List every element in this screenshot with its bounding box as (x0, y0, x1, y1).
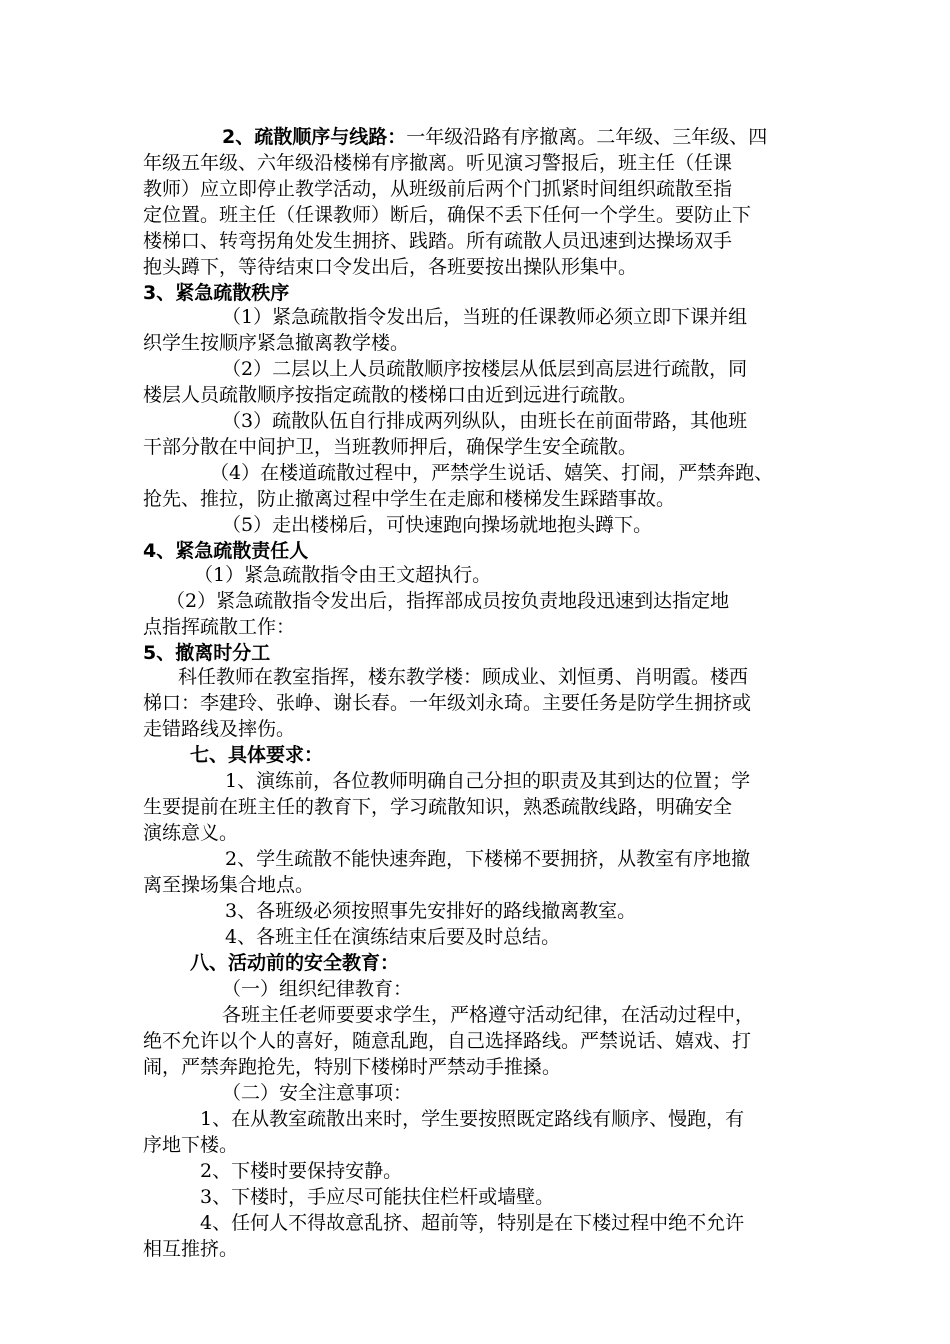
section-2-line: 楼梯口、转弯拐角处发生拥挤、践踏。所有疏散人员迅速到达操场双手 (143, 230, 733, 252)
section-5-line: 科任教师在教室指挥，楼东教学楼：顾成业、刘恒勇、肖明霞。楼西 (178, 666, 749, 688)
section-8-line: 闹，严禁奔跑抢先，特别下楼梯时严禁动手推搡。 (143, 1056, 562, 1078)
section-2-text: 一年级沿路有序撤离。二年级、三年级、四 (406, 126, 768, 148)
section-2-line: 定位置。班主任（任课教师）断后，确保不丢下任何一个学生。要防止下 (143, 204, 752, 226)
section-3-heading: 3、紧急疏散秩序 (143, 282, 290, 304)
section-7-line: 2、学生疏散不能快速奔跑，下楼梯不要拥挤，从教室有序地撤 (225, 848, 751, 870)
section-3-line: （1）紧急疏散指令发出后，当班的任课教师必须立即下课并组 (222, 306, 748, 328)
section-2-label: 2、疏散顺序与线路： (222, 126, 407, 148)
section-5-heading: 5、撤离时分工 (143, 642, 271, 664)
section-4-line: （2）紧急疏散指令发出后，指挥部成员按负责地段迅速到达指定地 (166, 590, 730, 612)
section-3-line: 织学生按顺序紧急撤离教学楼。 (143, 332, 410, 354)
section-5-line: 梯口：李建玲、张峥、谢长春。一年级刘永琦。主要任务是防学生拥挤或 (143, 692, 752, 714)
section-8-line: 3、下楼时，手应尽可能扶住栏杆或墙壁。 (200, 1186, 555, 1208)
section-5-line: 走错路线及摔伤。 (143, 718, 296, 740)
section-2-line: 年级五年级、六年级沿楼梯有序撤离。听见演习警报后，班主任（任课 (143, 152, 733, 174)
section-4-line: 点指挥疏散工作： (143, 616, 296, 638)
section-2-line: 教师）应立即停止教学活动，从班级前后两个门抓紧时间组织疏散至指 (143, 178, 733, 200)
section-4-line: （1）紧急疏散指令由王文超执行。 (194, 564, 492, 586)
section-7-line: 3、各班级必须按照事先安排好的路线撤离教室。 (225, 900, 637, 922)
section-8-line: 2、下楼时要保持安静。 (200, 1160, 403, 1182)
section-3-line: （4）在楼道疏散过程中，严禁学生说话、嬉笑、打闹，严禁奔跑、 (210, 462, 774, 484)
section-8-line: （一）组织纪律教育： (222, 978, 413, 1000)
section-3-line: 干部分散在中间护卫，当班教师押后，确保学生安全疏散。 (143, 436, 638, 458)
section-2-first-line (222, 124, 767, 150)
section-8-heading: 八、活动前的安全教育： (190, 952, 400, 974)
section-8-line: 绝不允许以个人的喜好，随意乱跑，自己选择路线。严禁说话、嬉戏、打 (143, 1030, 752, 1052)
section-8-line: 1、在从教室疏散出来时，学生要按照既定路线有顺序、慢跑，有 (200, 1108, 745, 1130)
section-7-line: 生要提前在班主任的教育下，学习疏散知识，熟悉疏散线路，明确安全 (143, 796, 733, 818)
section-3-line: （3）疏散队伍自行排成两列纵队，由班长在前面带路，其他班 (222, 410, 748, 432)
section-4-heading: 4、紧急疏散责任人 (143, 540, 309, 562)
section-7-line: 离至操场集合地点。 (143, 874, 315, 896)
section-8-line: 序地下楼。 (143, 1134, 239, 1156)
section-3-line: 抢先、推拉，防止撤离过程中学生在走廊和楼梯发生踩踏事故。 (143, 488, 676, 510)
section-7-line: 1、演练前，各位教师明确自己分担的职责及其到达的位置；学 (225, 770, 751, 792)
section-3-line: 楼层人员疏散顺序按指定疏散的楼梯口由近到远进行疏散。 (143, 384, 638, 406)
section-7-heading: 七、具体要求： (190, 744, 324, 766)
section-3-line: （5）走出楼梯后，可快速跑向操场就地抱头蹲下。 (222, 514, 653, 536)
section-3-line: （2）二层以上人员疏散顺序按楼层从低层到高层进行疏散，同 (222, 358, 748, 380)
section-8-line: 4、任何人不得故意乱挤、超前等，特别是在下楼过程中绝不允许 (200, 1212, 745, 1234)
section-8-line: （二）安全注意事项： (222, 1082, 413, 1104)
section-8-line: 相互推挤。 (143, 1238, 239, 1260)
section-7-line: 4、各班主任在演练结束后要及时总结。 (225, 926, 561, 948)
section-8-line: 各班主任老师要要求学生，严格遵守活动纪律，在活动过程中， (222, 1004, 755, 1026)
section-2-line: 抱头蹲下，等待结束口令发出后，各班要按出操队形集中。 (143, 256, 638, 278)
section-7-line: 演练意义。 (143, 822, 239, 844)
